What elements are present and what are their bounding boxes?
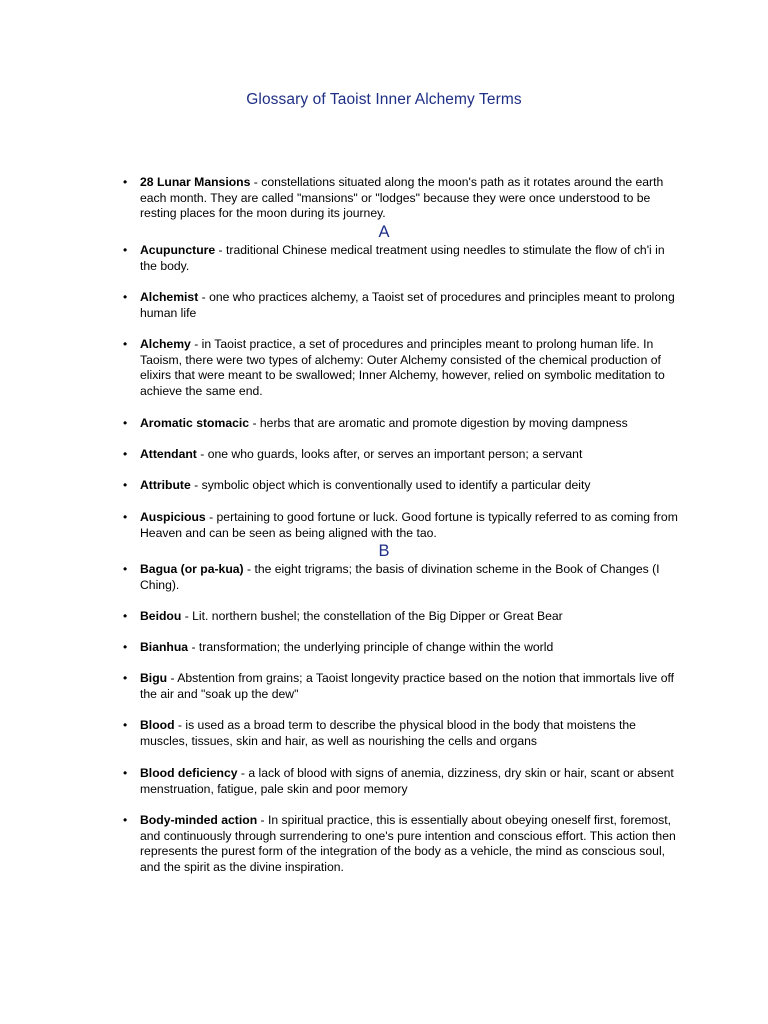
entry-term: Beidou xyxy=(140,609,182,623)
bullet-icon: • xyxy=(123,609,128,623)
glossary-entry xyxy=(123,478,680,494)
bullet-icon: • xyxy=(123,337,128,351)
bullet-icon: • xyxy=(123,478,128,492)
entry-term: Alchemist xyxy=(140,290,199,304)
section-letter-a: A xyxy=(378,223,390,241)
glossary-entry xyxy=(123,813,680,876)
entry-definition: - pertaining to good fortune or luck. Good fortune is typically referred to as coming from Heaven and can be seen as being aligned with the tao. xyxy=(140,510,678,540)
page-title: Glossary of Taoist Inner Alchemy Terms xyxy=(246,91,522,108)
entry-definition: - In spiritual practice, this is essentially about obeying oneself first, foremost, and continuously through surrendering to one's pure intention and conscious effort. This action then represents the purest form of the integration of the body as a vehicle, the mind as conscious soul, and the spirit as the divine inspiration. xyxy=(140,813,676,875)
entry-term: Blood xyxy=(140,718,175,732)
entry-definition: - is used as a broad term to describe the physical blood in the body that moistens the muscles, tissues, skin and hair, as well as nourishing the cells and organs xyxy=(140,718,636,748)
entry-term: 28 Lunar Mansions xyxy=(140,175,251,189)
bullet-icon: • xyxy=(123,175,128,189)
glossary-entry xyxy=(123,290,680,321)
bullet-icon: • xyxy=(123,416,128,430)
entry-definition: - in Taoist practice, a set of procedures and principles meant to prolong human life. In Taoism, there were two types of alchemy: Outer Alchemy consisted of the chemical production of elixirs that were meant to be swallowed; Inner Alchemy, however, relied on symbolic meditation to achieve the same end. xyxy=(140,337,665,399)
section-letter-b: B xyxy=(378,542,390,560)
glossary-entry xyxy=(123,766,680,797)
bullet-icon: • xyxy=(123,718,128,732)
entry-definition: - one who guards, looks after, or serves an important person; a servant xyxy=(196,447,583,461)
entry-term: Bagua (or pa-kua) xyxy=(140,562,244,576)
entry-term: Blood deficiency xyxy=(140,766,238,780)
entry-term: Acupuncture xyxy=(140,243,216,257)
entry-term: Auspicious xyxy=(140,510,206,524)
entry-definition: - herbs that are aromatic and promote digestion by moving dampness xyxy=(249,416,628,430)
bullet-icon: • xyxy=(123,766,128,780)
entry-definition: - one who practices alchemy, a Taoist set of procedures and principles meant to prolong human life xyxy=(140,290,675,320)
bullet-icon: • xyxy=(123,562,128,576)
entry-term: Attendant xyxy=(140,447,197,461)
bullet-icon: • xyxy=(123,671,128,685)
glossary-entry xyxy=(123,671,680,702)
bullet-icon: • xyxy=(123,510,128,524)
glossary-entry xyxy=(123,337,680,400)
entry-definition: - transformation; the underlying principle of change within the world xyxy=(188,640,554,654)
entry-term: Bianhua xyxy=(140,640,189,654)
entry-definition: - a lack of blood with signs of anemia, dizziness, dry skin or hair, scant or absent menstruation, fatigue, pale skin and poor memory xyxy=(140,766,674,796)
bullet-icon: • xyxy=(123,640,128,654)
bullet-icon: • xyxy=(123,813,128,827)
bullet-icon: • xyxy=(123,243,128,257)
glossary-entry xyxy=(123,640,680,656)
glossary-entry xyxy=(123,447,680,463)
entry-term: Body-minded action xyxy=(140,813,258,827)
entry-definition: - constellations situated along the moon's path as it rotates around the earth each month. They are called "mansions" or "lodges" because they were once understood to be resting places for the moon during its journey. xyxy=(140,175,664,221)
glossary-entry xyxy=(123,609,680,625)
entry-term: Aromatic stomacic xyxy=(140,416,250,430)
entry-definition: - Lit. northern bushel; the constellation of the Big Dipper or Great Bear xyxy=(181,609,563,623)
bullet-icon: • xyxy=(123,447,128,461)
entry-definition: - the eight trigrams; the basis of divination scheme in the Book of Changes (I Ching). xyxy=(140,562,660,592)
glossary-entry xyxy=(123,175,680,222)
glossary-entry xyxy=(123,243,680,274)
entry-term: Alchemy xyxy=(140,337,191,351)
entry-definition: - symbolic object which is conventionally used to identify a particular deity xyxy=(190,478,591,492)
bullet-icon: • xyxy=(123,290,128,304)
glossary-entry xyxy=(123,718,680,749)
entry-term: Attribute xyxy=(140,478,191,492)
entry-definition: - Abstention from grains; a Taoist longevity practice based on the notion that immortals live off the air and "soak up the dew" xyxy=(140,671,675,701)
glossary-entry xyxy=(123,510,680,541)
entry-definition: - traditional Chinese medical treatment using needles to stimulate the flow of ch'i in the body. xyxy=(140,243,665,273)
glossary-entry xyxy=(123,416,680,432)
glossary-entry xyxy=(123,562,680,593)
entry-term: Bigu xyxy=(140,671,168,685)
